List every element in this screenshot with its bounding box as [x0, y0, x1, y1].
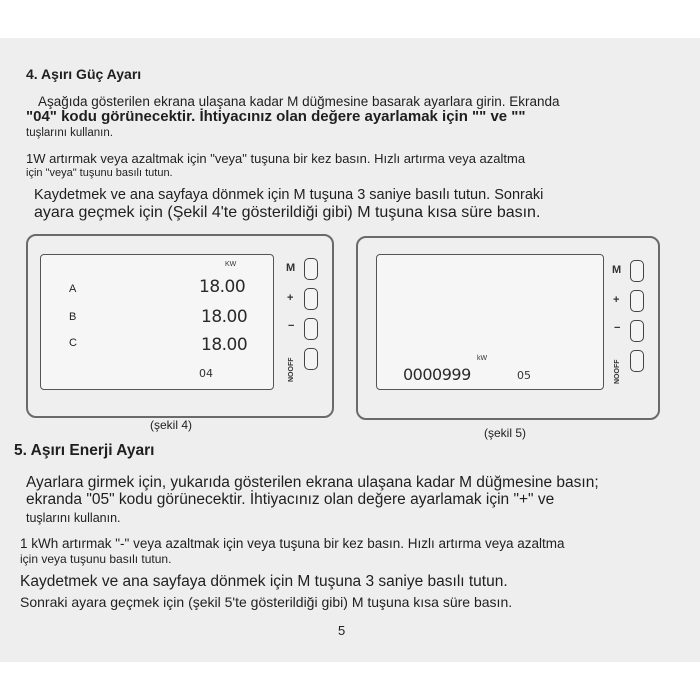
- section-4-line-7: ayara geçmek için (Şekil 4'te gösterildiği gibi) M tuşuna kısa süre basın.: [34, 204, 541, 221]
- figure-4-meter: [26, 234, 334, 418]
- figure-4-caption: (şekil 4): [150, 418, 193, 432]
- manual-page: [0, 38, 700, 662]
- side-label: NOOFF: [614, 359, 621, 384]
- setting-code: 04: [199, 367, 213, 380]
- phase-value-b: 18.00: [201, 307, 248, 327]
- minus-button: [630, 320, 644, 342]
- side-label: NOOFF: [288, 357, 295, 382]
- section-5-line-4: 1 kWh artırmak "-" veya azaltmak için veya tuşuna bir kez basın. Hızlı artırma veya azaltma: [20, 536, 565, 551]
- plus-button-label: +: [287, 292, 294, 304]
- setting-code: 05: [517, 369, 531, 382]
- phase-value-c: 18.00: [201, 335, 248, 355]
- section-5-line-6: Kaydetmek ve ana sayfaya dönmek için M tuşuna 3 saniye basılı tutun.: [20, 573, 508, 590]
- section-5-line-2: ekranda "05" kodu görünecektir. İhtiyacınız olan değere ayarlamak için "+" ve: [26, 491, 555, 508]
- section-4-title: 4. Aşırı Güç Ayarı: [26, 66, 142, 82]
- figure-5-caption: (şekil 5): [484, 426, 527, 440]
- phase-label-a: A: [69, 283, 77, 295]
- section-5-line-1: Ayarlara girmek için, yukarıda gösterilen ekrana ulaşana kadar M düğmesine basın;: [26, 474, 599, 491]
- plus-button: [304, 288, 318, 310]
- section-5-line-3: tuşlarını kullanın.: [26, 511, 121, 525]
- on-off-button: [630, 350, 644, 372]
- plus-button-label: +: [613, 294, 620, 306]
- section-4-line-1: Aşağıda gösterilen ekrana ulaşana kadar M düğmesine basarak ayarlara girin. Ekranda: [38, 94, 560, 109]
- page-number: 5: [338, 623, 346, 638]
- on-off-button: [304, 348, 318, 370]
- figure-4-display: [40, 254, 274, 390]
- energy-reading: 0000999: [403, 365, 471, 384]
- m-button: [630, 260, 644, 282]
- phase-label-c: C: [69, 337, 77, 349]
- section-4-line-6: Kaydetmek ve ana sayfaya dönmek için M tuşuna 3 saniye basılı tutun. Sonraki: [34, 187, 544, 203]
- phase-value-a: 18.00: [199, 277, 246, 297]
- section-5-line-5: için veya tuşunu basılı tutun.: [20, 552, 172, 566]
- plus-button: [630, 290, 644, 312]
- minus-button: [304, 318, 318, 340]
- m-button-label: M: [286, 262, 296, 274]
- figure-5-buttons: [608, 260, 648, 400]
- phase-label-b: B: [69, 311, 77, 323]
- section-5-title: 5. Aşırı Enerji Ayarı: [14, 442, 155, 459]
- unit-label: kW: [477, 355, 488, 362]
- minus-button-label: −: [288, 320, 295, 332]
- minus-button-label: −: [614, 322, 621, 334]
- section-4-line-4: 1W artırmak veya azaltmak için "veya" tuşuna bir kez basın. Hızlı artırma veya azaltma: [26, 151, 526, 166]
- figure-4-buttons: [282, 258, 322, 398]
- figure-5-meter: [356, 236, 660, 420]
- section-4-line-2: "04" kodu görünecektir. İhtiyacınız olan değere ayarlamak için "" ve "": [26, 108, 526, 125]
- m-button-label: M: [612, 264, 622, 276]
- figure-5-display: [376, 254, 604, 390]
- section-4-line-3: tuşlarını kullanın.: [26, 127, 113, 139]
- section-5-line-7: Sonraki ayara geçmek için (şekil 5'te gösterildiği gibi) M tuşuna kısa süre basın.: [20, 594, 513, 610]
- unit-label: KW: [225, 261, 237, 268]
- m-button: [304, 258, 318, 280]
- section-4-line-5: için "veya" tuşunu basılı tutun.: [26, 167, 173, 179]
